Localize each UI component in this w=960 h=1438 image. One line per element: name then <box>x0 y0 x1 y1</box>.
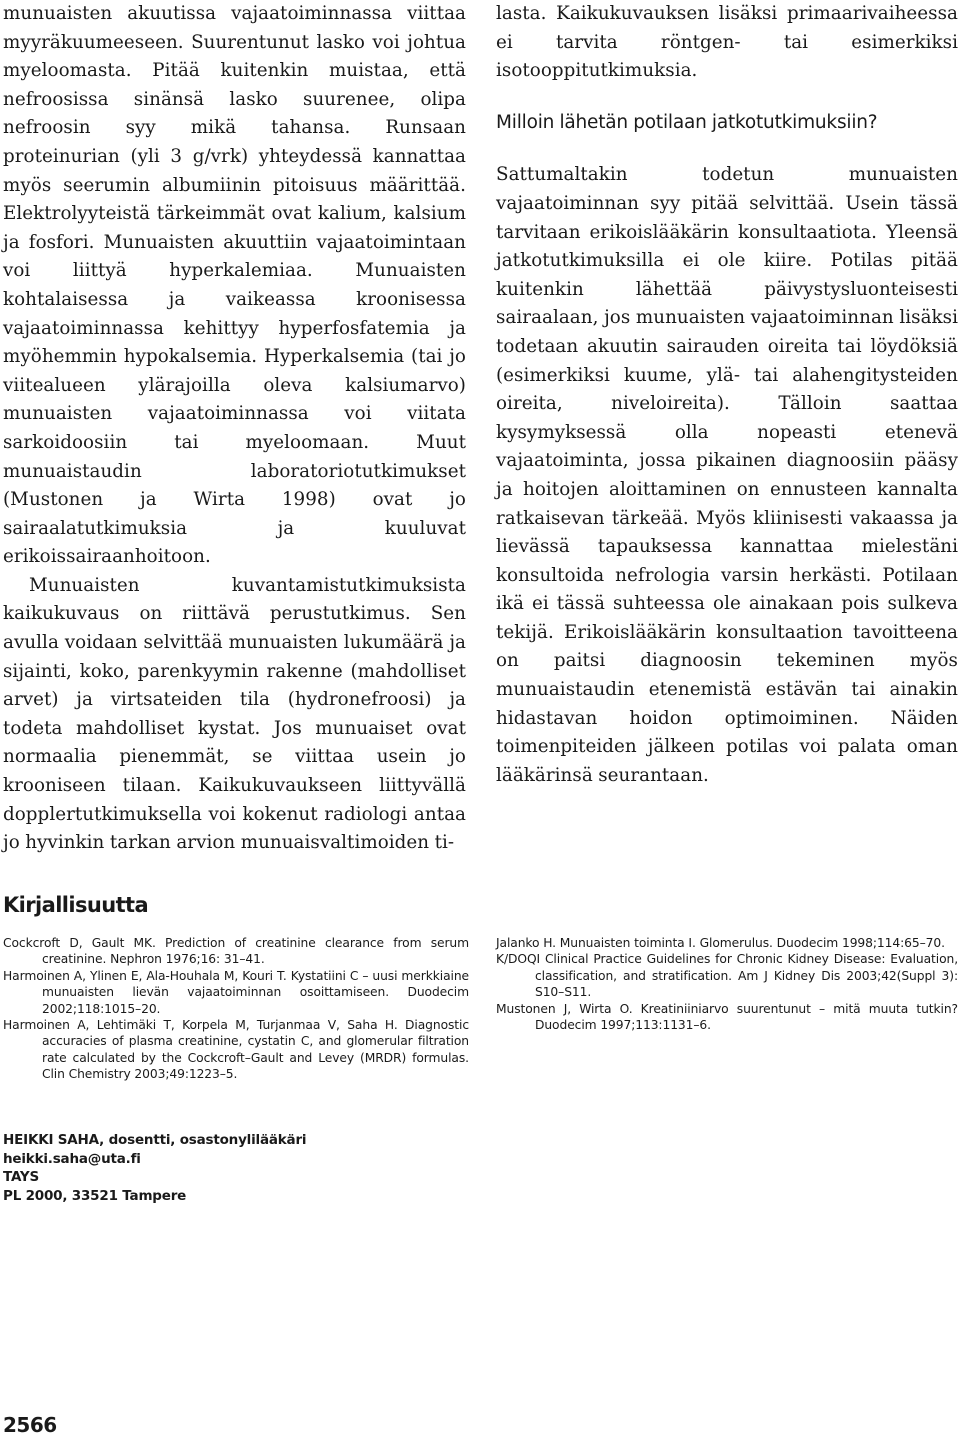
body-column-right <box>496 0 958 790</box>
reference-item: Cockcroft D, Gault MK. Prediction of creatinine clearance from serum creatinine. Nephron 1976;16: 31–41. <box>3 936 469 967</box>
body-paragraph: Sattumaltakin todetun munuaisten vajaatoiminnan syy pitää selvittää. Usein tässä tarvitaan erikoislääkärin konsultaatiota. Yleensä jatkotutkimuksilla ei ole kiire. Potilas pitää kuitenkin lähettää päivystysluonteisesti sairaalaan, jos munuaisten vajaatoiminnan lisäksi todetaan akuutin sairauden oireita tai löydöksiä (esimerkiksi kuume, ylä- tai alahengitysteiden oireita, niveloireita). Tälloin saattaa kysymyksessä olla nopeasti etenevä vajaatoiminta, jossa pikainen diagnoosiin pääsy ja hoitojen aloittaminen on ennusteen kannalta ratkaisevan tärkeää. Myös kliinisesti vakaassa ja lievässä tapauksessa kannattaa mielestäni konsultoida nefrologia varsin herkästi. Potilaan ikä ei tässä suhteessa ole ainakaan pois sulkeva tekijä. Erikoislääkärin konsultaation tavoitteena on paitsi diagnoosin tekeminen myös munuaistaudin etenemistä estävän tai ainakin hidastavan hoidon optimoiminen. Näiden toimenpiteiden jälkeen potilas voi palata oman lääkärinsä seurantaan. <box>496 164 958 786</box>
author-address: PL 2000, 33521 Tampere <box>3 1187 187 1204</box>
reference-item: K/DOQI Clinical Practice Guidelines for Chronic Kidney Disease: Evaluation, classification, and stratification. Am J Kidney Dis 2003;42(Suppl 3): S10–S11. <box>496 952 958 1000</box>
reference-list-left <box>3 935 469 1083</box>
reference-item: Harmoinen A, Ylinen E, Ala-Houhala M, Kouri T. Kystatiini C – uusi merkkiaine munuaisten lievän vajaatoiminnan osoittamiseen. Duodecim 2002;118:1015–20. <box>3 968 469 1016</box>
author-institution: TAYS <box>3 1169 40 1185</box>
body-paragraph: Munuaisten kuvantamistutkimuksista kaikukuvaus on riittävä perustutkimus. Sen avulla voidaan selvittää munuaisten lukumäärä ja sijainti, koko, parenkyymin rakenne (mahdolliset arvet) ja virtsateiden tila (hydronefroosi) ja todeta mahdolliset kystat. Jos munuaiset ovat normaalia pienemmät, se viittaa usein jo krooniseen tilaan. Kaikukuvaukseen liittyvällä dopplertutkimuksella voi kokenut radiologi antaa jo hyvinkin tarkan arvion munuaisvaltimoiden ti- <box>3 574 466 854</box>
reference-item: Jalanko H. Munuaisten toiminta I. Glomerulus. Duodecim 1998;114:65–70. <box>496 936 945 950</box>
author-name: HEIKKI SAHA, dosentti, osastonylilääkäri <box>3 1132 307 1148</box>
page-number: 2566 <box>3 1413 57 1437</box>
reference-item: Mustonen J, Wirta O. Kreatiniiniarvo suurentunut – mitä muuta tutkin? Duodecim 1997;113:1131–6. <box>496 1001 958 1033</box>
reference-list-right <box>496 935 958 1033</box>
references-heading: Kirjallisuutta <box>3 893 149 917</box>
section-subheading: Milloin lähetän potilaan jatkotutkimuksiin? <box>496 111 878 133</box>
author-email: heikki.saha@uta.fi <box>3 1150 141 1167</box>
author-info <box>3 1131 306 1205</box>
body-paragraph: munuaisten akuutissa vajaatoiminnassa viittaa myyräkuumeeseen. Suurentunut lasko voi johtua myeloomasta. Pitää kuitenkin muistaa, että nefroosissa sinänsä lasko suurenee, olipa nefroosin syy mikä tahansa. Runsaan proteinurian (yli 3 g/vrk) yhteydessä kannattaa myös seerumin albumiinin pitoisuus määrittää. Elektrolyyteistä tärkeimmät ovat kalium, kalsium ja fosfori. Munuaisten akuuttiin vajaatoimintaan voi liittyä hyperkalemiaa. Munuaisten kohtalaisessa ja vaikeassa kroonisessa vajaatoiminnassa kehittyy hyperfosfatemia ja myöhemmin hypokalsemia. Hyperkalsemia (tai jo viitealueen ylärajoilla oleva kalsiumarvo) munuaisten vajaatoiminnassa voi viitata sarkoidoosiin tai myeloomaan. Muut munuaistaudin laboratoriotutkimukset (Mustonen ja Wirta 1998) ovat jo sairaalatutkimuksia ja kuuluvat erikoissairaanhoitoon. <box>3 3 466 568</box>
body-column-left <box>3 0 466 858</box>
body-paragraph: lasta. Kaikukuvauksen lisäksi primaarivaiheessa ei tarvita röntgen- tai esimerkiksi isotooppitutkimuksia. <box>496 3 958 82</box>
reference-item: Harmoinen A, Lehtimäki T, Korpela M, Turjanmaa V, Saha H. Diagnostic accuracies of plasma creatinine, cystatin C, and glomerular filtration rate calculated by the Cockcroft–Gault and Levey (MRDR) formulas. Clin Chemistry 2003;49:1223–5. <box>3 1018 469 1082</box>
